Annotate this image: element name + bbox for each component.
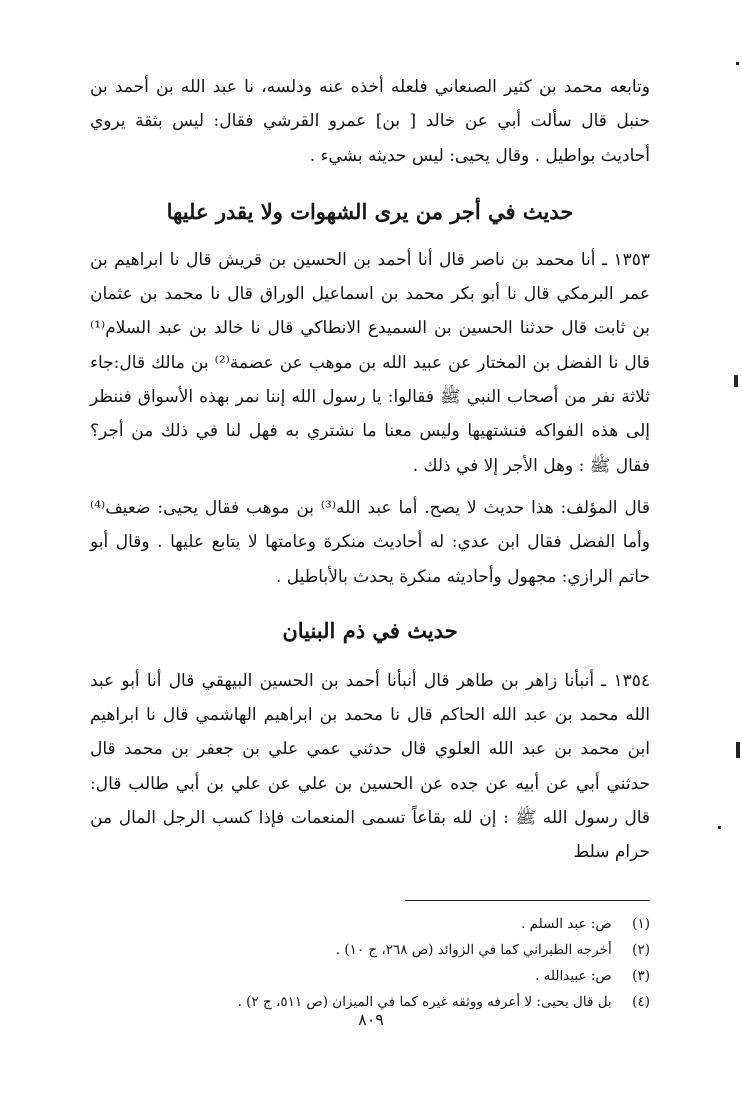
book-page [90, 70, 650, 1015]
section-heading-building: حديث في ذم البنيان [282, 617, 458, 643]
footnote-item: (٢) أخرجه الطبراني كما في الزوائد (ص ٢٦٨، ج ١٠) . [335, 941, 650, 958]
hadith-1354-paragraph: ١٣٥٤ ـ أنبأنا زاهر بن طاهر قال أنبأنا أحمد بن الحسين البيهقي قال أنا أبو عبد الله محمد بن عبد الله الحاكم قال نا محمد بن ابراهيم الهاشمي قال نا ابراهيم ابن محمد بن عبد الله العلوي قال حدثني عمي علي بن جعفر بن محمد قال حدثني أبي عن أبيه عن جده عن الحسين بن علي عن علي بن أبي طالب قال: قال رسول الله ﷺ : إن لله بقاعاً تسمى المنعمات فإذا كسب الرجل المال من حرام سلط [90, 670, 650, 863]
page-number: ٨٠٩ [358, 1010, 384, 1029]
hadith-1353-paragraph: ١٣٥٣ ـ أنا محمد بن ناصر قال أنا أحمد بن الحسين بن قريش قال نا ابراهيم بن عمر البرمكي قال نا أبو بكر محمد بن اسماعيل الوراق قال نا محمد بن عثمان بن ثابت قال حدثنا الحسين بن السميدع الانطاكي قال نا خالد بن عبد السلام⁽¹⁾ قال نا الفضل بن المختار عن عبيد الله بن موهب عن عصمة⁽²⁾ بن مالك قال:جاء ثلاثة نفر من أصحاب النبي ﷺ فقالوا: يا رسول الله إننا نمر بهذه الأسواق فننظر إلى هذه الفواكه فنشتهيها وليس معنا ما نشتري به فهل لنا في ذلك من أجر؟ فقال ﷺ : وهل الأجر إلا في ذلك . [90, 249, 651, 476]
scan-mark [718, 826, 721, 829]
footnotes [90, 911, 650, 1015]
section-heading-reward: حديث في أجر من يرى الشهوات ولا يقدر عليها [166, 198, 574, 224]
footnote-divider [405, 900, 650, 901]
scan-mark [734, 375, 738, 387]
footnote-item: (٤) بل قال يحيى: لا أعرفه ووثقه غيره كما في الميزان (ص ٥١١، ج ٢) . [237, 993, 650, 1010]
scan-mark [736, 742, 740, 758]
footnote-item: (٣) ص: عبيدالله . [535, 967, 650, 984]
scan-mark [736, 62, 739, 65]
author-comment-paragraph: قال المؤلف: هذا حديث لا يصح. أما عبد الله⁽³⁾ بن موهب فقال يحيى: ضعيف⁽⁴⁾ وأما الفضل فقال ابن عدي: له أحاديث منكرة وعامتها لا يتابع عليها . وقال أبو حاتم الرازي: مجهول وأحاديثه منكرة يحدث بالأباطيل . [90, 497, 650, 587]
footnote-item: (١) ص: عبد السلم . [521, 915, 650, 932]
paragraph-continuation: وتابعه محمد بن كثير الصنعاني فلعله أخذه عنه ودلسه، نا عبد الله بن أحمد بن حنبل قال سألت أبي عن خالد [ بن] عمرو القرشي فقال: ليس بثقة يروي أحاديث بواطيل . وقال يحيى: ليس حديثه بشيء . [90, 77, 650, 166]
